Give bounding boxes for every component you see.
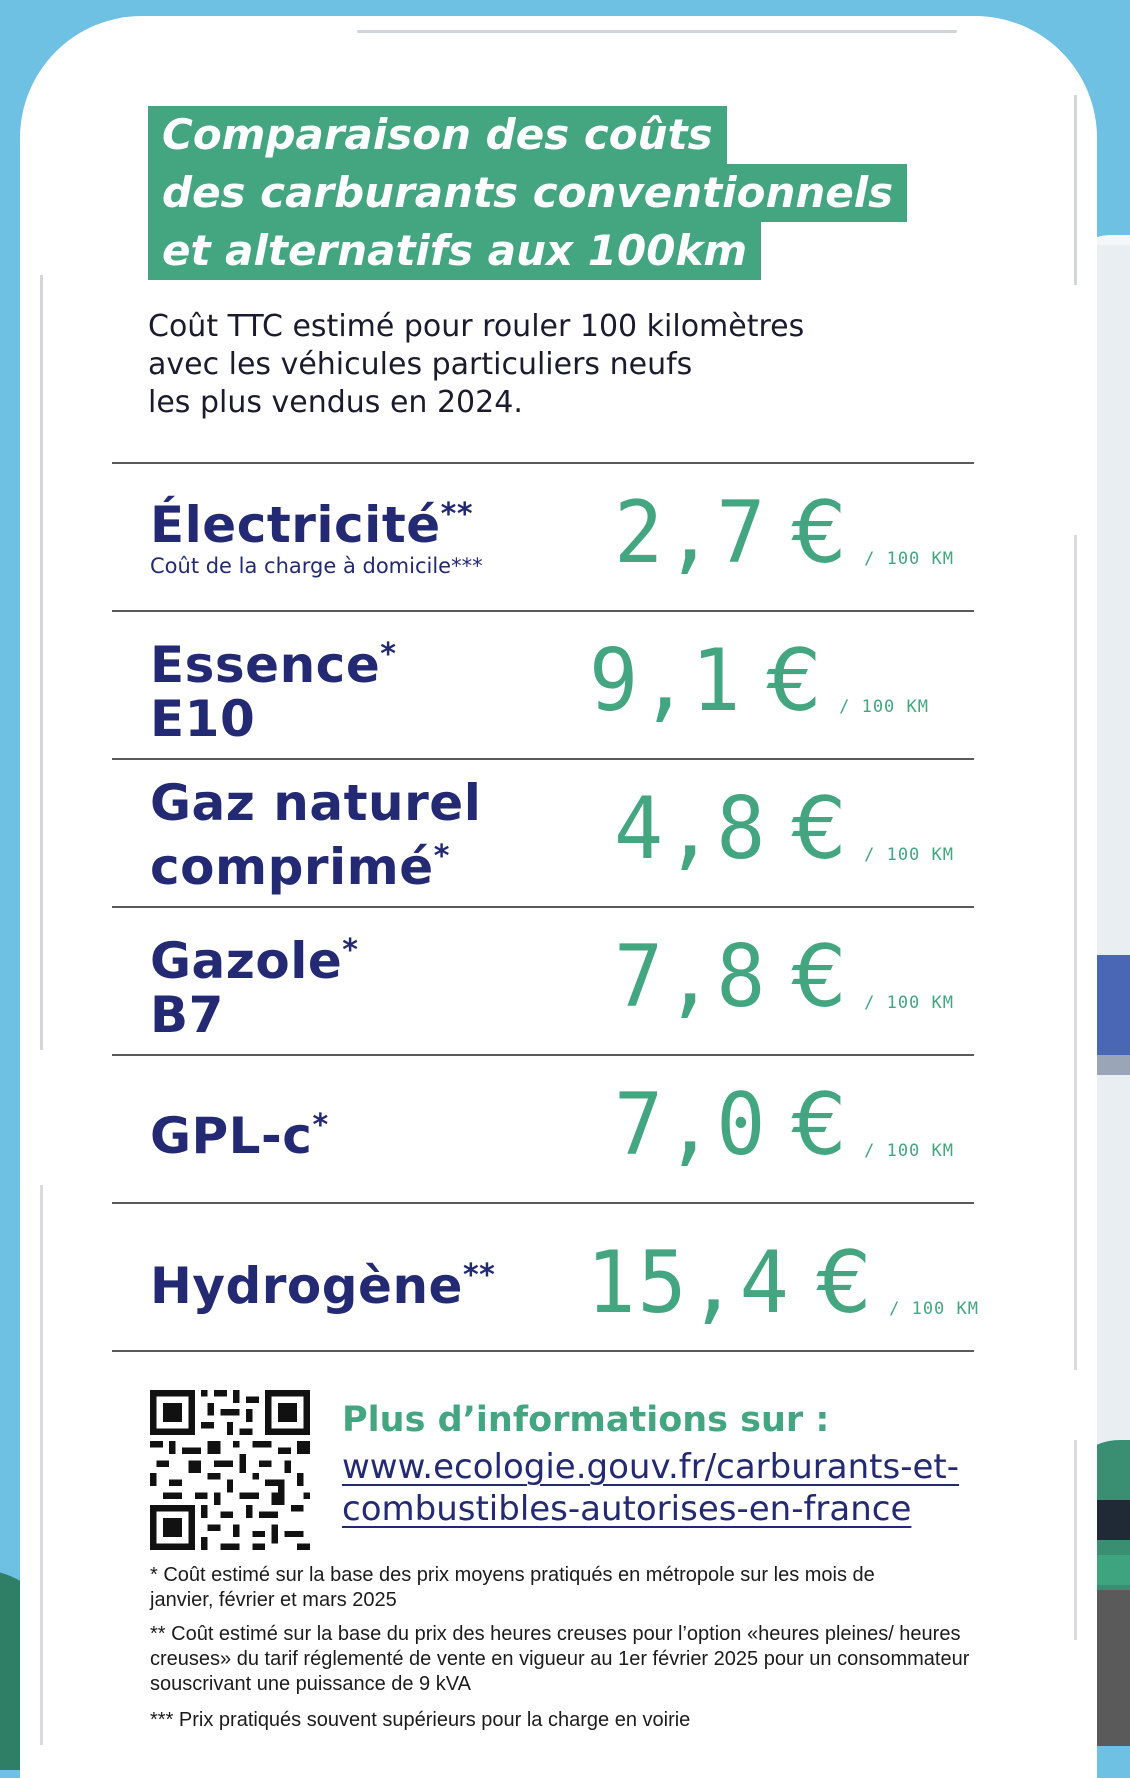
fuel-price — [585, 631, 929, 731]
fuel-name — [150, 776, 481, 894]
footnote-2: ** Coût estimé sur la base du prix des heures creuses pour l’option «heures pleines/ heures creuses» du tarif réglementé de vente en vigueur au 1er février 2025 pour un consommateur souscrivant une puissance de 9 kVA — [150, 1623, 970, 1695]
fuel-name — [150, 1249, 495, 1313]
info-link-line[interactable]: combustibles-autorises-en-france — [342, 1489, 912, 1529]
price-value: 2,7 — [614, 483, 768, 583]
price-value: 4,8 — [614, 779, 768, 879]
fuel-label: Gazole — [150, 932, 343, 990]
price-currency: € — [766, 631, 822, 731]
fuel-label: Gaz naturel — [150, 774, 482, 832]
fuel-mark: * — [380, 637, 397, 672]
price-currency: € — [791, 483, 847, 583]
card-edge — [1074, 535, 1077, 1370]
title-line: des carburants conventionnels — [148, 164, 907, 222]
fuel-label-2: E10 — [150, 690, 256, 748]
fuel-price — [581, 1233, 979, 1333]
page-title — [148, 106, 907, 280]
info-heading: Plus d’informations sur : — [342, 1400, 830, 1440]
price-currency: € — [791, 1075, 847, 1175]
fuel-price — [610, 483, 954, 583]
footnote-3: *** Prix pratiqués souvent supérieurs pour la charge en voirie — [150, 1709, 691, 1731]
card-edge — [357, 30, 957, 33]
card-edge — [40, 275, 43, 1050]
price-value: 9,1 — [589, 631, 743, 731]
subtitle-line: les plus vendus en 2024. — [148, 385, 523, 420]
price-unit: / 100 KM — [889, 1299, 979, 1319]
subtitle-line: Coût TTC estimé pour rouler 100 kilomètres — [148, 309, 805, 344]
price-value: 7,8 — [614, 927, 768, 1027]
price-unit: / 100 KM — [864, 845, 954, 865]
fuel-label: Électricité — [150, 496, 441, 554]
fuel-mark: * — [312, 1108, 329, 1143]
fuel-row-gazole — [112, 907, 974, 1054]
fuel-label: Hydrogène — [150, 1257, 463, 1315]
fuel-note: Coût de la charge à domicile*** — [150, 554, 483, 578]
footnote-1: * Coût estimé sur la base des prix moyens pratiqués en métropole sur les mois de janvier, février et mars 2025 — [150, 1564, 875, 1611]
price-unit: / 100 KM — [864, 549, 954, 569]
price-currency: € — [791, 779, 847, 879]
fuel-mark: * — [342, 933, 359, 968]
fuel-price — [610, 1075, 954, 1175]
qr-code[interactable] — [150, 1390, 310, 1550]
fuel-row-gnc — [112, 759, 974, 906]
fuel-label-2: comprimé — [150, 838, 434, 896]
card-edge — [1074, 1440, 1077, 1640]
fuel-row-gpl — [112, 1055, 974, 1202]
fuel-label: Essence — [150, 636, 381, 694]
price-unit: / 100 KM — [839, 697, 929, 717]
fuel-name — [150, 924, 359, 1042]
title-line: et alternatifs aux 100km — [148, 222, 761, 280]
card-edge — [1074, 95, 1077, 285]
fuel-row-electricite — [112, 463, 974, 610]
fuel-price — [610, 779, 954, 879]
price-value: 15,4 — [586, 1233, 792, 1333]
fuel-mark: ** — [462, 1258, 496, 1293]
price-currency: € — [816, 1233, 872, 1333]
divider — [112, 1350, 974, 1352]
info-link[interactable] — [342, 1446, 1002, 1530]
title-line: Comparaison des coûts — [148, 106, 727, 164]
fuel-name — [150, 488, 483, 580]
price-value: 7,0 — [614, 1075, 768, 1175]
fuel-label: GPL-c — [150, 1107, 313, 1165]
price-unit: / 100 KM — [864, 1141, 954, 1161]
price-currency: € — [791, 927, 847, 1027]
fuel-label-2: B7 — [150, 986, 224, 1044]
fuel-name — [150, 1099, 329, 1163]
fuel-row-essence — [112, 611, 974, 758]
price-unit: / 100 KM — [864, 993, 954, 1013]
fuel-price — [610, 927, 954, 1027]
fuel-name — [150, 628, 396, 746]
subtitle — [148, 308, 868, 422]
fuel-mark: * — [433, 839, 450, 874]
fuel-mark: ** — [440, 497, 474, 532]
card-edge — [40, 1185, 43, 1745]
fuel-row-hydrogene — [112, 1203, 979, 1350]
subtitle-line: avec les véhicules particuliers neufs — [148, 347, 693, 382]
info-link-line[interactable]: www.ecologie.gouv.fr/carburants-et- — [342, 1447, 959, 1487]
